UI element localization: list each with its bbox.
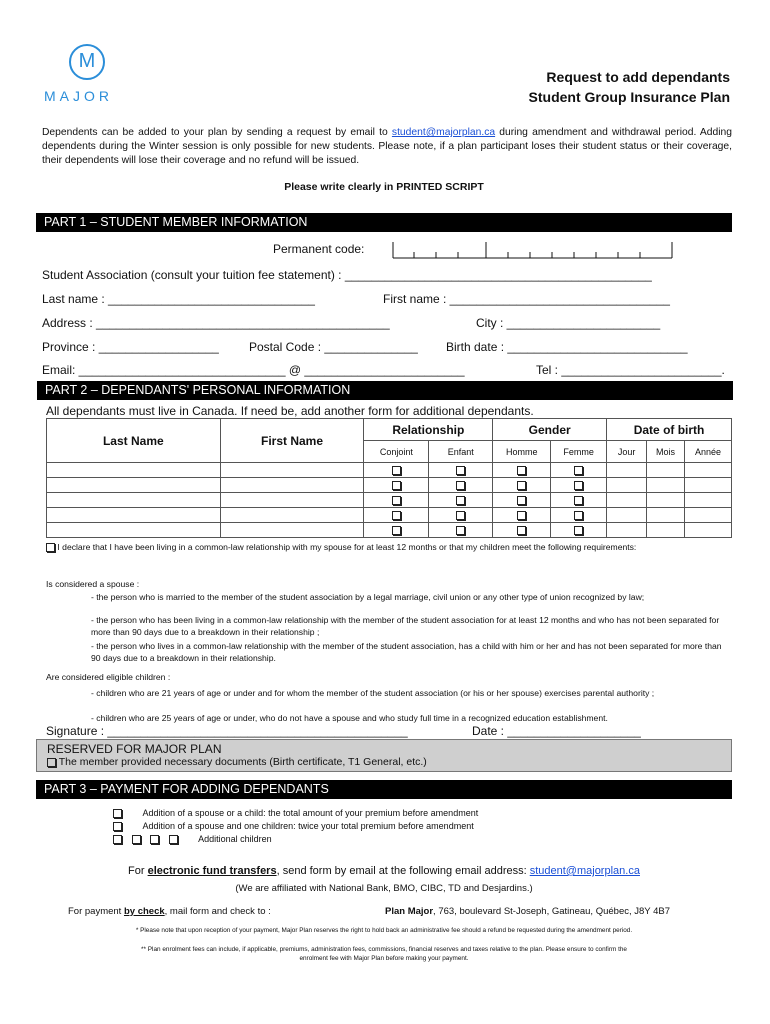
form-subtitle: Student Group Insurance Plan xyxy=(528,89,730,105)
permanent-code-input[interactable] xyxy=(392,240,674,260)
part1-heading: PART 1 – STUDENT MEMBER INFORMATION xyxy=(36,213,732,232)
reserved-item: The member provided necessary documents (Birth certificate, T1 General, etc.) xyxy=(47,756,427,768)
payment-option-2[interactable]: Addition of a spouse and one children: twice your total premium before amendment xyxy=(113,821,474,831)
intro-paragraph: Dependents can be added to your plan by sending a request by email to student@majorplan.ca during amendment and withdrawal period. Adding dependents during the Winter session is only possible for new students. Please note, if a plan participant loses their student status or their coverage, their dependents will lose their coverage and no refund will be issued. xyxy=(42,127,732,166)
mailing-address: Plan Major, 763, boulevard St-Joseph, Gatineau, Québec, J8Y 4B7 xyxy=(385,906,670,917)
sub-femme: Femme xyxy=(551,441,607,463)
table-row[interactable] xyxy=(47,523,732,538)
checkbox[interactable] xyxy=(392,526,401,535)
dependants-table xyxy=(46,418,732,538)
eft-instructions: For electronic fund transfers, send form by email at the following email address: student@majorplan.ca xyxy=(128,865,640,877)
logo-mark: M xyxy=(69,44,105,80)
checkbox[interactable] xyxy=(169,835,178,844)
eft-email-link[interactable]: student@majorplan.ca xyxy=(529,865,640,877)
checkbox[interactable] xyxy=(456,511,465,520)
table-row[interactable] xyxy=(47,493,732,508)
table-row[interactable] xyxy=(47,508,732,523)
spouse-def-1: - the person who is married to the member of the student association by a legal marriage, civil union or any other type of union recognized by law; xyxy=(91,592,645,602)
checkbox[interactable] xyxy=(456,526,465,535)
reserved-checkbox[interactable] xyxy=(47,758,56,767)
part2-note: All dependants must live in Canada. If need be, add another form for additional dependants. xyxy=(46,404,534,418)
bank-affiliation: (We are affiliated with National Bank, BMO, CIBC, TD and Desjardins.) xyxy=(235,883,533,894)
fineprint-3: enrolment fee with Major Plan before making your payment. xyxy=(299,955,469,962)
checkbox[interactable] xyxy=(517,526,526,535)
checkbox[interactable] xyxy=(113,809,122,818)
postal-code-field[interactable]: Postal Code : ______________ xyxy=(249,340,418,354)
col-relationship: Relationship xyxy=(364,419,493,441)
table-row[interactable] xyxy=(47,463,732,478)
signature-field[interactable]: Signature : _____________________________________________ xyxy=(46,724,408,738)
checkbox[interactable] xyxy=(517,481,526,490)
sub-homme: Homme xyxy=(493,441,551,463)
part2-heading: PART 2 – DEPENDANTS' PERSONAL INFORMATION xyxy=(37,381,733,400)
reserved-box xyxy=(36,739,732,772)
email-field[interactable]: Email: _______________________________ @ ________________________ xyxy=(42,363,465,377)
birth-date-field[interactable]: Birth date : ___________________________ xyxy=(446,340,688,354)
date-field[interactable]: Date : ____________________ xyxy=(472,724,641,738)
checkbox[interactable] xyxy=(574,481,583,490)
checkbox[interactable] xyxy=(392,466,401,475)
checkbox[interactable] xyxy=(392,496,401,505)
spouse-def-2: - the person who has been living in a common-law relationship with the member of the student association for at least 12 months and who has not been separated for more than 90 days due to a breakdown in their relationship ; xyxy=(91,615,720,637)
checkbox[interactable] xyxy=(517,466,526,475)
province-field[interactable]: Province : __________________ xyxy=(42,340,219,354)
sub-enfant: Enfant xyxy=(429,441,493,463)
checkbox[interactable] xyxy=(574,496,583,505)
permanent-code-label: Permanent code: xyxy=(273,242,365,256)
checkbox[interactable] xyxy=(113,822,122,831)
col-last-name: Last Name xyxy=(47,419,221,463)
spouse-def-3: - the person who lives in a common-law relationship with the member of the student association, has a child with him or her and has not been separated for more than 90 days due to a breakdown in their relationship. xyxy=(91,641,722,663)
association-field[interactable]: Student Association (consult your tuition fee statement) : ______________________________________________ xyxy=(42,268,652,282)
sub-conjoint: Conjoint xyxy=(364,441,429,463)
print-note: Please write clearly in PRINTED SCRIPT xyxy=(284,181,484,193)
checkbox[interactable] xyxy=(392,511,401,520)
checkbox[interactable] xyxy=(574,526,583,535)
city-field[interactable]: City : _______________________ xyxy=(476,316,661,330)
children-def-1: - children who are 21 years of age or under and for whom the member of the student association (or his or her spouse) exercises parental authority ; xyxy=(91,688,655,698)
form-title: Request to add dependants xyxy=(546,69,730,85)
sub-annee: Année xyxy=(685,441,732,463)
declaration-checkbox[interactable] xyxy=(46,543,55,552)
checkbox[interactable] xyxy=(150,835,159,844)
col-gender: Gender xyxy=(493,419,607,441)
intro-email-link[interactable]: student@majorplan.ca xyxy=(391,127,496,138)
check-instructions: For payment by check, mail form and check to : xyxy=(68,906,271,917)
first-name-field[interactable]: First name : _________________________________ xyxy=(383,292,670,306)
col-first-name: First Name xyxy=(220,419,364,463)
reserved-heading: RESERVED FOR MAJOR PLAN xyxy=(47,742,222,756)
tel-field[interactable]: Tel : ________________________. xyxy=(536,363,725,377)
payment-option-3[interactable]: Additional children xyxy=(113,834,272,844)
checkbox[interactable] xyxy=(392,481,401,490)
table-row[interactable] xyxy=(47,478,732,493)
col-date-of-birth: Date of birth xyxy=(607,419,732,441)
children-def-2: - children who are 25 years of age or under, who do not have a spouse and who study full time in a recognized education establishment. xyxy=(91,713,608,723)
checkbox[interactable] xyxy=(517,511,526,520)
last-name-field[interactable]: Last name : _______________________________ xyxy=(42,292,315,306)
checkbox[interactable] xyxy=(456,466,465,475)
checkbox[interactable] xyxy=(113,835,122,844)
sub-mois: Mois xyxy=(647,441,685,463)
part3-heading: PART 3 – PAYMENT FOR ADDING DEPENDANTS xyxy=(36,780,732,799)
fineprint-1: * Please note that upon reception of your payment, Major Plan reserves the right to hold back an administrative fee should a refund be requested during the amendment period. xyxy=(135,927,633,934)
payment-option-1[interactable]: Addition of a spouse or a child: the total amount of your premium before amendment xyxy=(113,808,478,818)
checkbox[interactable] xyxy=(574,466,583,475)
checkbox[interactable] xyxy=(574,511,583,520)
checkbox[interactable] xyxy=(517,496,526,505)
sub-jour: Jour xyxy=(607,441,647,463)
address-field[interactable]: Address : ____________________________________________ xyxy=(42,316,390,330)
spouse-title: Is considered a spouse : xyxy=(46,579,140,589)
logo-text: MAJOR xyxy=(44,88,113,104)
declaration: I declare that I have been living in a common-law relationship with my spouse for at least 12 months or that my children meet the following requirements: xyxy=(46,542,686,554)
fineprint-2: ** Plan enrolment fees can include, if applicable, premiums, administration fees, commissions, financial reserves and taxes relative to the plan. Please ensure to confirm the xyxy=(141,946,627,953)
checkbox[interactable] xyxy=(456,481,465,490)
checkbox[interactable] xyxy=(456,496,465,505)
children-title: Are considered eligible children : xyxy=(46,672,171,682)
checkbox[interactable] xyxy=(132,835,141,844)
